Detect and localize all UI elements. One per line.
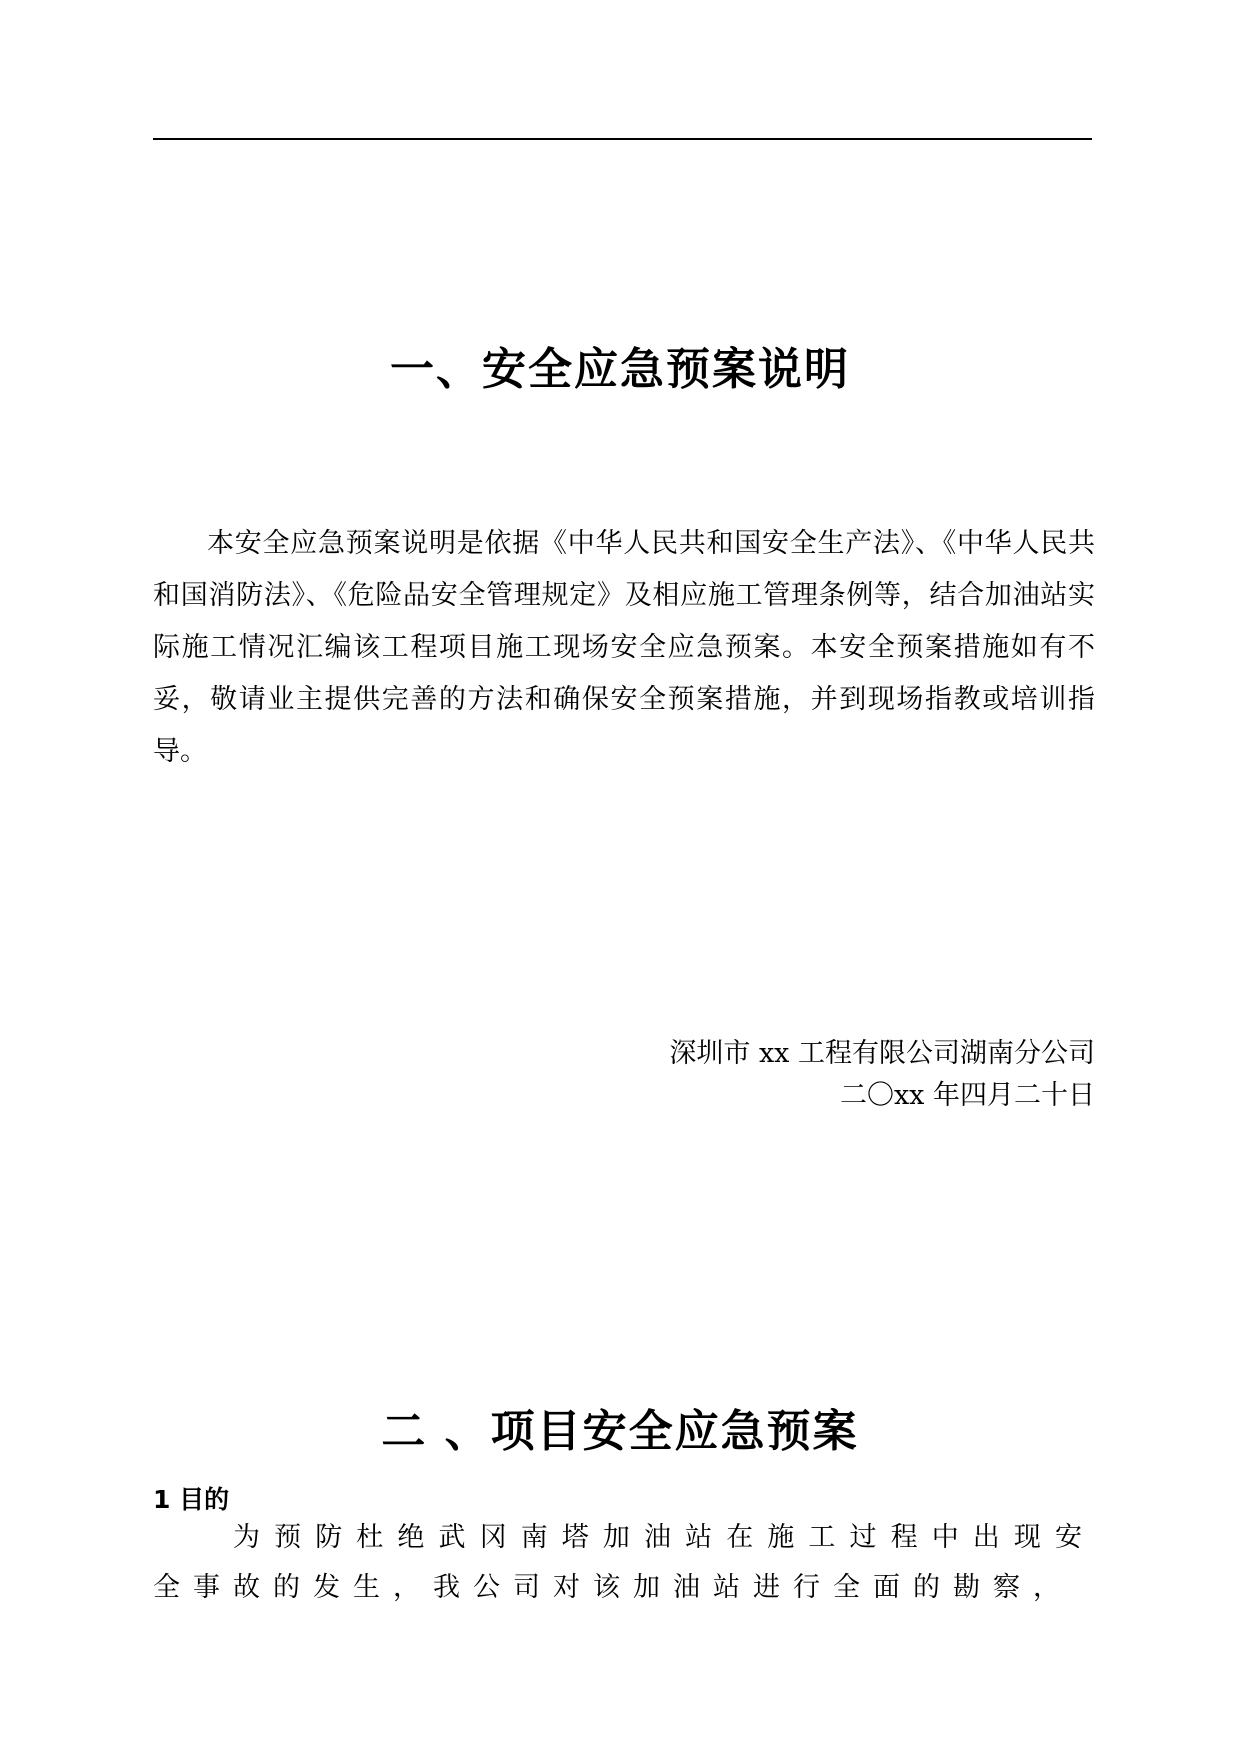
purpose-paragraph: 为预防杜绝武冈南塔加油站在施工过程中出现安全事故的发生，我公司对该加油站进行全面的勘察， [153, 1522, 1095, 1603]
header-rule [153, 138, 1092, 140]
section-1-title: 一、安全应急预案说明 [390, 344, 850, 395]
signature-date: 二〇xx 年四月二十日 [839, 1080, 1095, 1111]
section-1-paragraph: 本安全应急预案说明是依据《中华人民共和国安全生产法》、《中华人民共和国消防法》、《危险品安全管理规定》及相应施工管理条例等，结合加油站实际施工情况汇编该工程项目施工现场安全应急预案。本安全预案措施如有不妥，敬请业主提供完善的方法和确保安全预案措施，并到现场指教或培训指导。 [153, 528, 1095, 767]
signature-company: 深圳市 xx 工程有限公司湖南分公司 [669, 1038, 1095, 1069]
subsection-heading-purpose: 1 目的 [153, 1485, 230, 1514]
section-2-title: 二 、项目安全应急预案 [381, 1406, 859, 1457]
